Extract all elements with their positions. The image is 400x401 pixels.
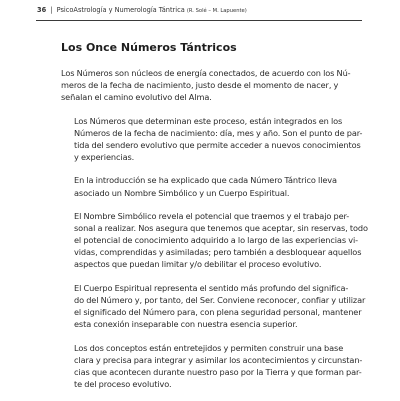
text-line: esta conexión inseparable con nuestra esencia superior.: [74, 319, 298, 330]
text-line: el potencial de conocimiento adquirido a lo largo de las experiencias vi-: [74, 235, 358, 246]
paragraph-5: [61, 282, 366, 330]
body-text: [61, 67, 368, 401]
paragraph-1: [61, 67, 351, 103]
text-line: vidas, comprendidas y asimiladas; pero también a desbloquear aquellos: [74, 247, 362, 258]
text-line: aspectos que puedan limitar y/o debilitar el proceso evolutivo.: [74, 259, 322, 270]
text-line: Los dos conceptos están entretejidos y permiten construir una base: [74, 342, 344, 353]
text-line: clara y precisa para integrar y asimilar los acontecimientos y circunstan-: [74, 354, 363, 365]
book-title: PsicoAstrología y Numerología Tántrica: [56, 6, 185, 14]
text-line: sonal a realizar. Nos asegura que tenemos que aceptar, sin reservas, todo: [74, 223, 368, 234]
paragraph-2: [61, 115, 363, 163]
text-line: y experiencias.: [74, 151, 135, 162]
text-line: tida del sendero evolutivo que permite acceder a nuevos conocimientos: [74, 139, 361, 150]
paragraph-4: [61, 210, 368, 270]
text-line: Los Números son núcleos de energía conectados, de acuerdo con los Nú-: [61, 68, 351, 78]
text-line: el significado del Número para, con plena seguridad personal, mantener: [74, 307, 362, 318]
text-line: Números de la fecha de nacimiento: día, mes y año. Son el punto de par-: [74, 127, 363, 138]
text-line: te del proceso evolutivo.: [74, 378, 172, 389]
text-line: En la introducción se ha explicado que cada Número Tántrico lleva: [74, 175, 337, 186]
paragraph-6: [61, 342, 363, 390]
text-line: señalan el camino evolutivo del Alma.: [61, 92, 212, 103]
text-line: El Cuerpo Espiritual representa el sentido más profundo del significa-: [74, 282, 349, 293]
text-line: do del Número y, por tanto, del Ser. Conviene reconocer, confiar y utilizar: [74, 294, 366, 305]
running-header: [36, 4, 362, 21]
paragraph-3: [61, 174, 343, 198]
text-line: El Nombre Simbólico revela el potencial que traemos y el trabajo per-: [74, 211, 350, 222]
text-line: cias que acontecen durante nuestro paso por la Tierra y que forman par-: [74, 366, 362, 377]
text-line: Los Números que determinan este proceso, están integrados en los: [74, 115, 343, 126]
author-credit: (R. Solé – M. Lapuente): [186, 8, 247, 14]
text-line: asociado un Nombre Simbólico y un Cuerpo Espiritual.: [74, 187, 290, 198]
header-separator: |: [50, 6, 53, 14]
page-number: 36: [37, 6, 47, 14]
text-line: meros de la fecha de nacimiento, justo desde el momento de nacer, y: [61, 80, 339, 91]
section-title: Los Once Números Tántricos: [61, 41, 237, 54]
